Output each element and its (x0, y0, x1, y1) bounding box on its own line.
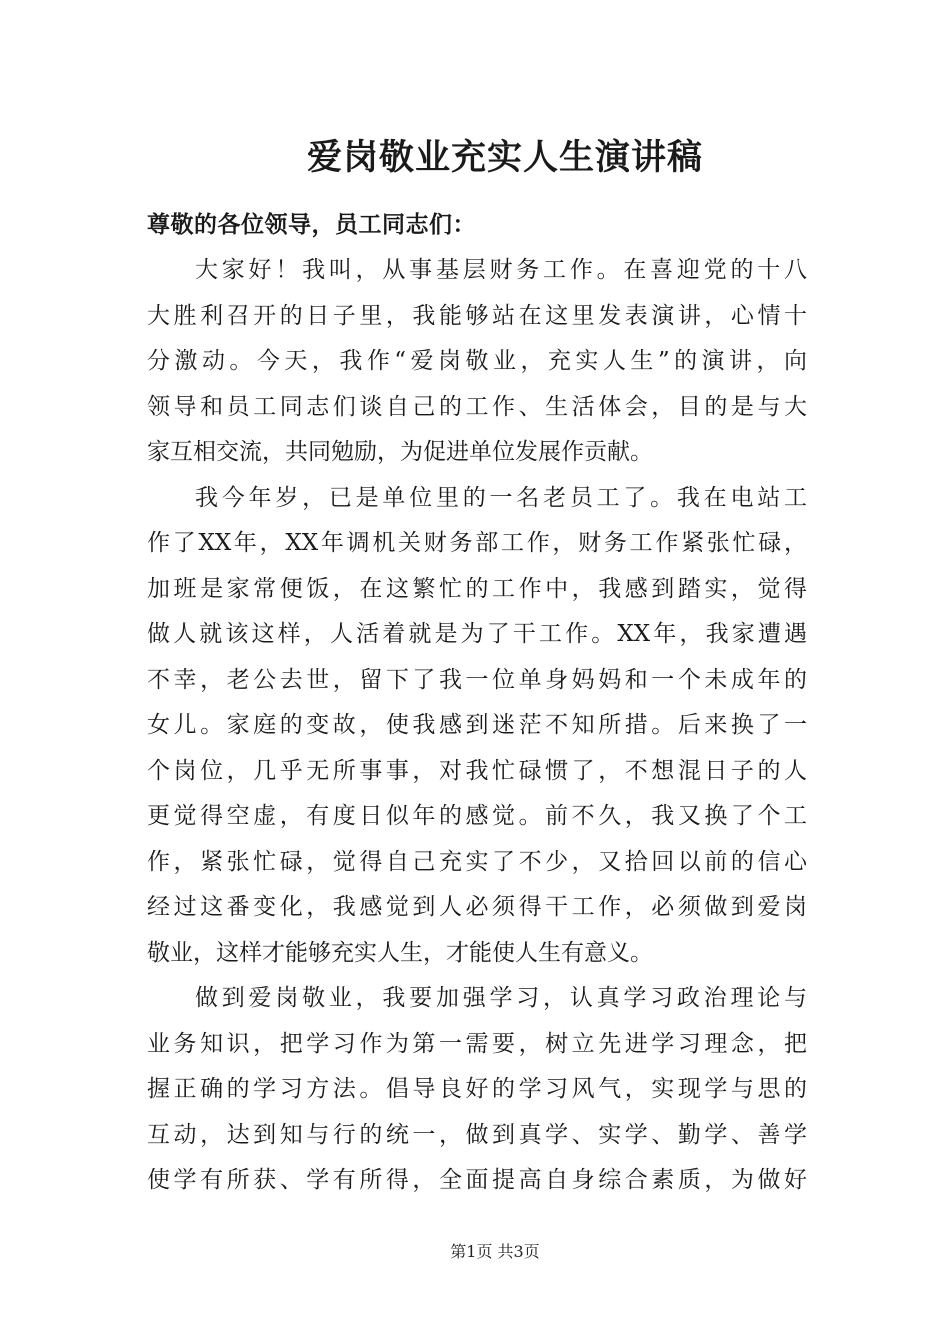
text-line: 更觉得空虚，有度日似年的感觉。前不久，我又换了个工 (147, 803, 807, 829)
text-line: 作，紧张忙碌，觉得自己充实了不少，又拾回以前的信心 (147, 848, 807, 875)
text-line: 敬业，这样才能够充实人生，才能使人生有意义。 (147, 939, 653, 966)
text-line: 握正确的学习方法。倡导良好的学习风气，实现学与思的 (147, 1076, 807, 1102)
text-line: 家互相交流，共同勉励，为促进单位发展作贡献。 (147, 439, 653, 465)
document-title: 爱岗敬业充实人生演讲稿 (306, 137, 703, 178)
text-line: 我今年岁，已是单位里的一名老员工了。我在电站工 (195, 484, 807, 511)
text-line: 女儿。家庭的变故，使我感到迷茫不知所措。后来换了一 (147, 712, 807, 738)
text-line: 使学有所获、学有所得，全面提高自身综合素质，为做好 (147, 1167, 807, 1193)
text-line: 分激动。今天，我作“爱岗敬业，充实人生”的演讲，向 (147, 348, 807, 374)
text-line: 互动，达到知与行的统一，做到真学、实学、勤学、善学 (147, 1121, 807, 1148)
text-line: 大家好！我叫，从事基层财务工作。在喜迎党的十八 (195, 257, 807, 283)
text-line: 业务知识，把学习作为第一需要，树立先进学习理念，把 (147, 1030, 807, 1057)
text-line: 做到爱岗敬业，我要加强学习，认真学习政治理论与 (195, 985, 807, 1011)
text-line: 经过这番变化，我感觉到人必须得干工作，必须做到爱岗 (147, 894, 807, 920)
text-line: 领导和员工同志们谈自己的工作、生活体会，目的是与大 (147, 393, 807, 420)
text-line: 作了XX年，XX年调机关财务部工作，财务工作紧张忙碌， (147, 530, 807, 556)
text-line: 个岗位，几乎无所事事，对我忙碌惯了，不想混日子的人 (147, 757, 807, 784)
text-line: 做人就该这样，人活着就是为了干工作。XX年，我家遭遇 (147, 621, 807, 647)
text-line: 不幸，老公去世，留下了我一位单身妈妈和一个未成年的 (147, 666, 807, 693)
body-text (147, 248, 807, 1204)
text-line: 加班是家常便饭，在这繁忙的工作中，我感到踏实，觉得 (147, 575, 807, 602)
text-line: 大胜利召开的日子里，我能够站在这里发表演讲，心情十 (147, 302, 807, 329)
salutation: 尊敬的各位领导，员工同志们： (147, 211, 476, 238)
page-number: 第1页 共3页 (450, 1242, 540, 1261)
